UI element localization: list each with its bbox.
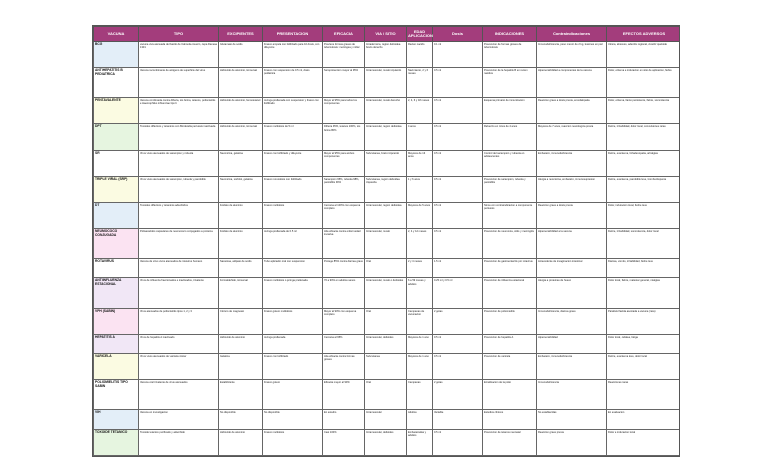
table-cell: Subcutanea, region deltoidea izquierda xyxy=(365,176,407,202)
column-header: INDICACIONES xyxy=(483,27,537,42)
column-header: EFICACIA xyxy=(323,27,365,42)
table-cell: 1.5 ml xyxy=(433,259,483,278)
table-cell: Ulcera, absceso, adenitis regional, cicatriz queloide xyxy=(607,42,681,68)
table-cell: 1 y 6 anos xyxy=(407,176,433,202)
table-cell: Embarazo, inmunodeficiencia xyxy=(537,354,607,380)
vaccine-name: ROTAVIRUS xyxy=(94,259,139,278)
table-cell: 0.5 ml xyxy=(433,176,483,202)
vaccine-name: TRIPLE VIRAL (SRP) xyxy=(94,176,139,202)
table-cell: Gelatina xyxy=(219,354,263,380)
table-cell: Mayores de 7 anos, reaccion neurologica previa xyxy=(537,124,607,150)
table-cell: Hidroxido de aluminio, tiomersal xyxy=(219,68,263,98)
table-cell: Estabilizante xyxy=(219,380,263,410)
table-cell: Nacimiento, 2 y 6 meses xyxy=(407,68,433,98)
table-cell: Dolor local, fiebre, malestar general, mialgias xyxy=(607,278,681,308)
table-cell: Neomicina, sorbitol, gelatina xyxy=(219,176,263,202)
table-cell: Frasco multidosis xyxy=(263,429,323,455)
table-cell: Oral xyxy=(365,308,407,334)
table-cell: Cercana al 95% xyxy=(323,334,365,353)
table-row xyxy=(94,278,681,308)
vaccine-name: NEUMOCOCO CONJUGADA xyxy=(94,228,139,258)
vaccine-name: BCG xyxy=(94,42,139,68)
table-cell: Intramuscular, muslo o deltoides xyxy=(365,278,407,308)
table-cell: Protege 85% contra diarrea grave xyxy=(323,259,365,278)
table-cell: 0.5 ml xyxy=(433,124,483,150)
table-row xyxy=(94,380,681,410)
table-cell: Mayor al 95% para ambos componentes xyxy=(323,150,365,176)
vaccine-table xyxy=(93,26,680,456)
table-cell: Virus atenuados de poliomielitis tipos 1, 2 y 3 xyxy=(139,308,219,334)
table-cell: Variable xyxy=(433,410,483,429)
table-cell: Oral xyxy=(365,380,407,410)
table-cell: Prevencion de tetanos neonatal xyxy=(483,429,537,455)
table-cell: Toxoide tetanico purificado y adsorbido xyxy=(139,429,219,455)
table-cell: Dolor local, cefalea, fatiga xyxy=(607,334,681,353)
table-cell: Vacuna en investigacion xyxy=(139,410,219,429)
vaccine-name: TOXOIDE TETANICO xyxy=(94,429,139,455)
table-cell: Inmunodeficiencia, peso menor de 2 kg, lesiones en piel xyxy=(537,42,607,68)
table-cell: Eficacia mayor al 90% xyxy=(323,380,365,410)
table-cell: Frasco multidosis o jeringa prellenada xyxy=(263,278,323,308)
table-cell: Intramuscular, region deltoidea xyxy=(365,124,407,150)
table-cell: Oral xyxy=(365,259,407,278)
table-cell: Prevencion de sarampion, rubeola y parotiditis xyxy=(483,176,537,202)
vaccine-name: VIH xyxy=(94,410,139,429)
table-cell: Hidroxido de aluminio, fenoxietanol xyxy=(219,98,263,124)
table-cell: Prevencion de varicela xyxy=(483,354,537,380)
table-cell: 0.5 ml xyxy=(433,334,483,353)
table-cell: 0.5 ml xyxy=(433,150,483,176)
table-cell: Hidroxido de aluminio xyxy=(219,334,263,353)
table-cell: Control del sarampion y rubeola en adolescentes xyxy=(483,150,537,176)
vaccine-name: DT xyxy=(94,202,139,228)
table-cell: Cloruro de magnesio xyxy=(219,308,263,334)
column-header: EDAD APLICACION xyxy=(407,27,433,42)
vaccine-name: SR xyxy=(94,150,139,176)
table-cell: Reaccion grave a dosis previa, encefalopatia xyxy=(537,98,607,124)
table-cell: En evaluacion xyxy=(607,410,681,429)
table-cell: Casi 100% xyxy=(323,429,365,455)
table-cell: Hipersensibilidad xyxy=(537,334,607,353)
table-body xyxy=(94,42,681,456)
table-cell: 0.5 ml xyxy=(433,68,483,98)
table-cell: Recien nacido xyxy=(407,42,433,68)
table-cell: Glutamato de sodio xyxy=(219,42,263,68)
table-cell: Intramuscular, muslo izquierdo xyxy=(365,68,407,98)
table-cell: Tubo aplicador oral con suspension xyxy=(263,259,323,278)
table-cell: Intramuscular, deltoides xyxy=(365,429,407,455)
table-cell: Frasco con liofilizado xyxy=(263,354,323,380)
vaccine-name: POLIOMIELITIS TIPO SABIN xyxy=(94,380,139,410)
column-header: PRESENTACION xyxy=(263,27,323,42)
table-cell: Fosfato de aluminio xyxy=(219,228,263,258)
table-cell: Prevencion de neumonia, otitis y meningitis xyxy=(483,228,537,258)
table-row xyxy=(94,410,681,429)
table-cell: Alergia a neomicina, embarazo, inmunosupresion xyxy=(537,176,607,202)
table-cell: Frasco gotero multidosis xyxy=(263,308,323,334)
table-cell: Alta eficacia contra formas graves xyxy=(323,354,365,380)
table-cell: Paralisis flacida asociada a vacuna (rara) xyxy=(607,308,681,334)
header-row xyxy=(94,27,681,42)
table-cell: Intramuscular, region deltoidea xyxy=(365,202,407,228)
vaccine-name: DPT xyxy=(94,124,139,150)
table-cell: Dolor, eritema, llanto persistente, fiebre, somnolencia xyxy=(607,98,681,124)
table-cell: Fiebre, irritabilidad, somnolencia, dolor local xyxy=(607,228,681,258)
table-cell: Intramuscular, muslo derecho xyxy=(365,98,407,124)
table-cell: 0.5 ml xyxy=(433,98,483,124)
table-cell: Frasco monodosis con liofilizado xyxy=(263,176,323,202)
table-cell: Prevencion de la hepatitis B en recien nacidos xyxy=(483,68,537,98)
table-cell: Prevencion de poliomielitis xyxy=(483,308,537,334)
table-cell: Fiebre, exantema, linfadenopatia, artralgias xyxy=(607,150,681,176)
table-cell: 0.5 ml xyxy=(433,354,483,380)
table-cell: No disponible xyxy=(219,410,263,429)
table-cell: vacuna viva atenuada del bacilo de Calmette-Guerin, cepa Danesa 1331 xyxy=(139,42,219,68)
table-cell: Cercana al 100% con esquema completo xyxy=(323,202,365,228)
table-cell: Hipersensibilidad a la vacuna xyxy=(537,228,607,258)
table-cell: No establecidas xyxy=(537,410,607,429)
table-cell: 2 y 4 meses xyxy=(407,259,433,278)
vaccine-name: VPH (SABIN) xyxy=(94,308,139,334)
table-cell: Prevencion de influenza estacional xyxy=(483,278,537,308)
table-cell: Inmunodeficiencia xyxy=(537,380,607,410)
table-row xyxy=(94,124,681,150)
table-cell: Frasco multidosis de 5 ml xyxy=(263,124,323,150)
table-cell: Fosfato de aluminio xyxy=(219,202,263,228)
table-cell: Fiebre, exantema, parotiditis leve, trombocitopenia xyxy=(607,176,681,202)
table-cell: Toxoides diftericos y tetanicos adsorbidos xyxy=(139,202,219,228)
table-cell: Dolor, induracion local, fiebre leve xyxy=(607,202,681,228)
table-cell: Prevencion de gastroenteritis por rotavirus xyxy=(483,259,537,278)
table-cell: Fiebre, irritabilidad, dolor local, convulsiones raras xyxy=(607,124,681,150)
column-header: EFECTOS ADVERSOS xyxy=(607,27,681,42)
table-cell: Adultos xyxy=(407,410,433,429)
table-cell: Reaccion grave a dosis previa xyxy=(537,202,607,228)
table-cell: Subcutanea, brazo izquierdo xyxy=(365,150,407,176)
table-cell: Reaccion grave previa xyxy=(537,429,607,455)
table-row xyxy=(94,202,681,228)
table-cell: Alta eficacia contra enfermedad invasiva xyxy=(323,228,365,258)
table-cell: 0.5 ml xyxy=(433,429,483,455)
table-cell: 2 gotas xyxy=(433,308,483,334)
vaccine-name: HEPATITIS A xyxy=(94,334,139,353)
table-cell: Embarazo, inmunodeficiencia xyxy=(537,150,607,176)
table-cell: 70 a 90% en adultos sanos xyxy=(323,278,365,308)
vaccine-name: PENTAVALENTE xyxy=(94,98,139,124)
table-cell: Virus de influenza fraccionados e inactivados, trivalente xyxy=(139,278,219,308)
table-row xyxy=(94,259,681,278)
table-cell: Esquema primario de inmunizacion xyxy=(483,98,537,124)
vaccine-name: ANTIHEPATITIS B PEDIATRICA xyxy=(94,68,139,98)
column-header: VIA / SITIO xyxy=(365,27,407,42)
table-cell: Seroproteccion mayor al 95% xyxy=(323,68,365,98)
table-cell: Neomicina, gelatina xyxy=(219,150,263,176)
column-header: TIPO xyxy=(139,27,219,42)
table-row xyxy=(94,98,681,124)
table-cell: Virus vivos atenuados de sarampion y rubeola xyxy=(139,150,219,176)
table-cell: Mayores de 1 ano xyxy=(407,354,433,380)
table-row xyxy=(94,68,681,98)
table-cell: Hidroxido de aluminio xyxy=(219,429,263,455)
vaccine-name: VARICELA xyxy=(94,354,139,380)
table-cell: Hipersensibilidad a componentes de la vacuna xyxy=(537,68,607,98)
table-row xyxy=(94,334,681,353)
table-cell: Mayores de 13 anos xyxy=(407,150,433,176)
table-cell: Jeringa prellenada xyxy=(263,334,323,353)
table-cell: Virus vivos atenuados de sarampion, rubeola y parotiditis xyxy=(139,176,219,202)
vaccine-name: ANTIINFLUENZA ESTACIONAL xyxy=(94,278,139,308)
table-cell: Dolor, eritema e induracion en sitio de aplicacion, fiebre xyxy=(607,68,681,98)
table-row xyxy=(94,42,681,68)
table-cell: Prevencion de formas graves de tuberculosis xyxy=(483,42,537,68)
table-cell: Previene formas graves de tuberculosis: meningea y miliar xyxy=(323,42,365,68)
table-cell: Vacuna de virus vivos atenuados de rotavirus humano xyxy=(139,259,219,278)
table-cell: Sarampion 95%, rubeola 98%, parotiditis 90% xyxy=(323,176,365,202)
table-cell: Intramuscular, deltoides xyxy=(365,334,407,353)
table-cell: 0.5 ml xyxy=(433,228,483,258)
table-cell: Frasco ampula con liofilizado para 10 dosis, con diluyente xyxy=(263,42,323,68)
table-cell: Intramuscular, muslo xyxy=(365,228,407,258)
table-cell: Virus vivos atenuados de varicela zoster xyxy=(139,354,219,380)
table-cell: Frasco con liofilizado y diluyente xyxy=(263,150,323,176)
table-cell: 4 anos xyxy=(407,124,433,150)
table-cell: 6 a 59 meses y adultos xyxy=(407,278,433,308)
table-cell: Prevencion de hepatitis A xyxy=(483,334,537,353)
table-cell: Mayores de 5 anos xyxy=(407,202,433,228)
table-cell: No disponible xyxy=(263,410,323,429)
table-cell: 2, 4 y 12 meses xyxy=(407,228,433,258)
table-cell: Dolor e induracion local xyxy=(607,429,681,455)
table-cell: Intramuscular xyxy=(365,410,407,429)
table-cell: Frasco gotero xyxy=(263,380,323,410)
table-cell: Intradermica, region deltoidea brazo derecho xyxy=(365,42,407,68)
table-cell: Polisacaridos capsulares de neumococo conjugados a proteina xyxy=(139,228,219,258)
table-cell: Mayores de 1 ano xyxy=(407,334,433,353)
table-row xyxy=(94,429,681,455)
table-cell: Campanas xyxy=(407,380,433,410)
table-cell: 2, 4, 6 y 18 meses xyxy=(407,98,433,124)
vaccine-table-sheet xyxy=(92,25,680,457)
table-cell: Reacciones raras xyxy=(607,380,681,410)
table-cell: Jeringa prellenada de 0.5 ml xyxy=(263,228,323,258)
table-cell: Ninos con contraindicacion a componente pertussis xyxy=(483,202,537,228)
table-cell: Vacuna combinada contra difteria, tos ferina, tetanos, poliomielitis e Haemophilus influenzae tipo b xyxy=(139,98,219,124)
table-row xyxy=(94,354,681,380)
table-cell: Fiebre, exantema leve, dolor local xyxy=(607,354,681,380)
table-cell: Frasco con suspension de 0.5 ml, dosis pediatrica xyxy=(263,68,323,98)
table-cell: Vacuna oral trivalente de virus atenuados xyxy=(139,380,219,410)
table-cell: Refuerzo en ninos de 4 anos xyxy=(483,124,537,150)
table-cell: Estudios clinicos xyxy=(483,410,537,429)
table-row xyxy=(94,176,681,202)
table-cell: Subcutanea xyxy=(365,354,407,380)
table-cell: Diarrea, vomito, irritabilidad, fiebre leve xyxy=(607,259,681,278)
table-cell: Alergia a proteinas de huevo xyxy=(537,278,607,308)
table-cell: Sacarosa, adipato de sodio xyxy=(219,259,263,278)
table-row xyxy=(94,228,681,258)
table-cell: Hidroxido de aluminio, tiomersal xyxy=(219,124,263,150)
table-row xyxy=(94,308,681,334)
column-header: EXCIPIENTES xyxy=(219,27,263,42)
table-cell: En estudio xyxy=(323,410,365,429)
table-cell: Erradicacion de la polio xyxy=(483,380,537,410)
table-cell: Embarazadas y adultos xyxy=(407,429,433,455)
table-cell: 0.25 ml y 0.5 ml xyxy=(433,278,483,308)
table-cell: Jeringa prellenada con suspension y frasco con liofilizado xyxy=(263,98,323,124)
table-row xyxy=(94,150,681,176)
table-cell: 2 gotas xyxy=(433,380,483,410)
table-cell: Mayor al 90% con esquema completo xyxy=(323,308,365,334)
table-cell: Mayor al 95% para todos los componentes xyxy=(323,98,365,124)
table-cell: 0.5 ml xyxy=(433,202,483,228)
table-cell: Frasco multidosis xyxy=(263,202,323,228)
table-cell: 0.1 ml xyxy=(433,42,483,68)
column-header: Contraindicaciones xyxy=(537,27,607,42)
table-cell: Formaldehido, tiomersal xyxy=(219,278,263,308)
column-header: VACUNA xyxy=(94,27,139,42)
table-cell: Toxoides diftericos y tetanicos con Bordetella pertussis inactivada xyxy=(139,124,219,150)
table-cell: Virus de hepatitis A inactivado xyxy=(139,334,219,353)
table-cell: Vacuna recombinante de antigeno de superficie del virus xyxy=(139,68,219,98)
table-cell: Difteria 95%, tetanos 100%, tos ferina 80% xyxy=(323,124,365,150)
column-header: Dosis xyxy=(433,27,483,42)
table-cell: Inmunodeficiencia, diarrea grave xyxy=(537,308,607,334)
table-cell: Antecedente de invaginacion intestinal xyxy=(537,259,607,278)
table-cell: Campanas de vacunacion xyxy=(407,308,433,334)
